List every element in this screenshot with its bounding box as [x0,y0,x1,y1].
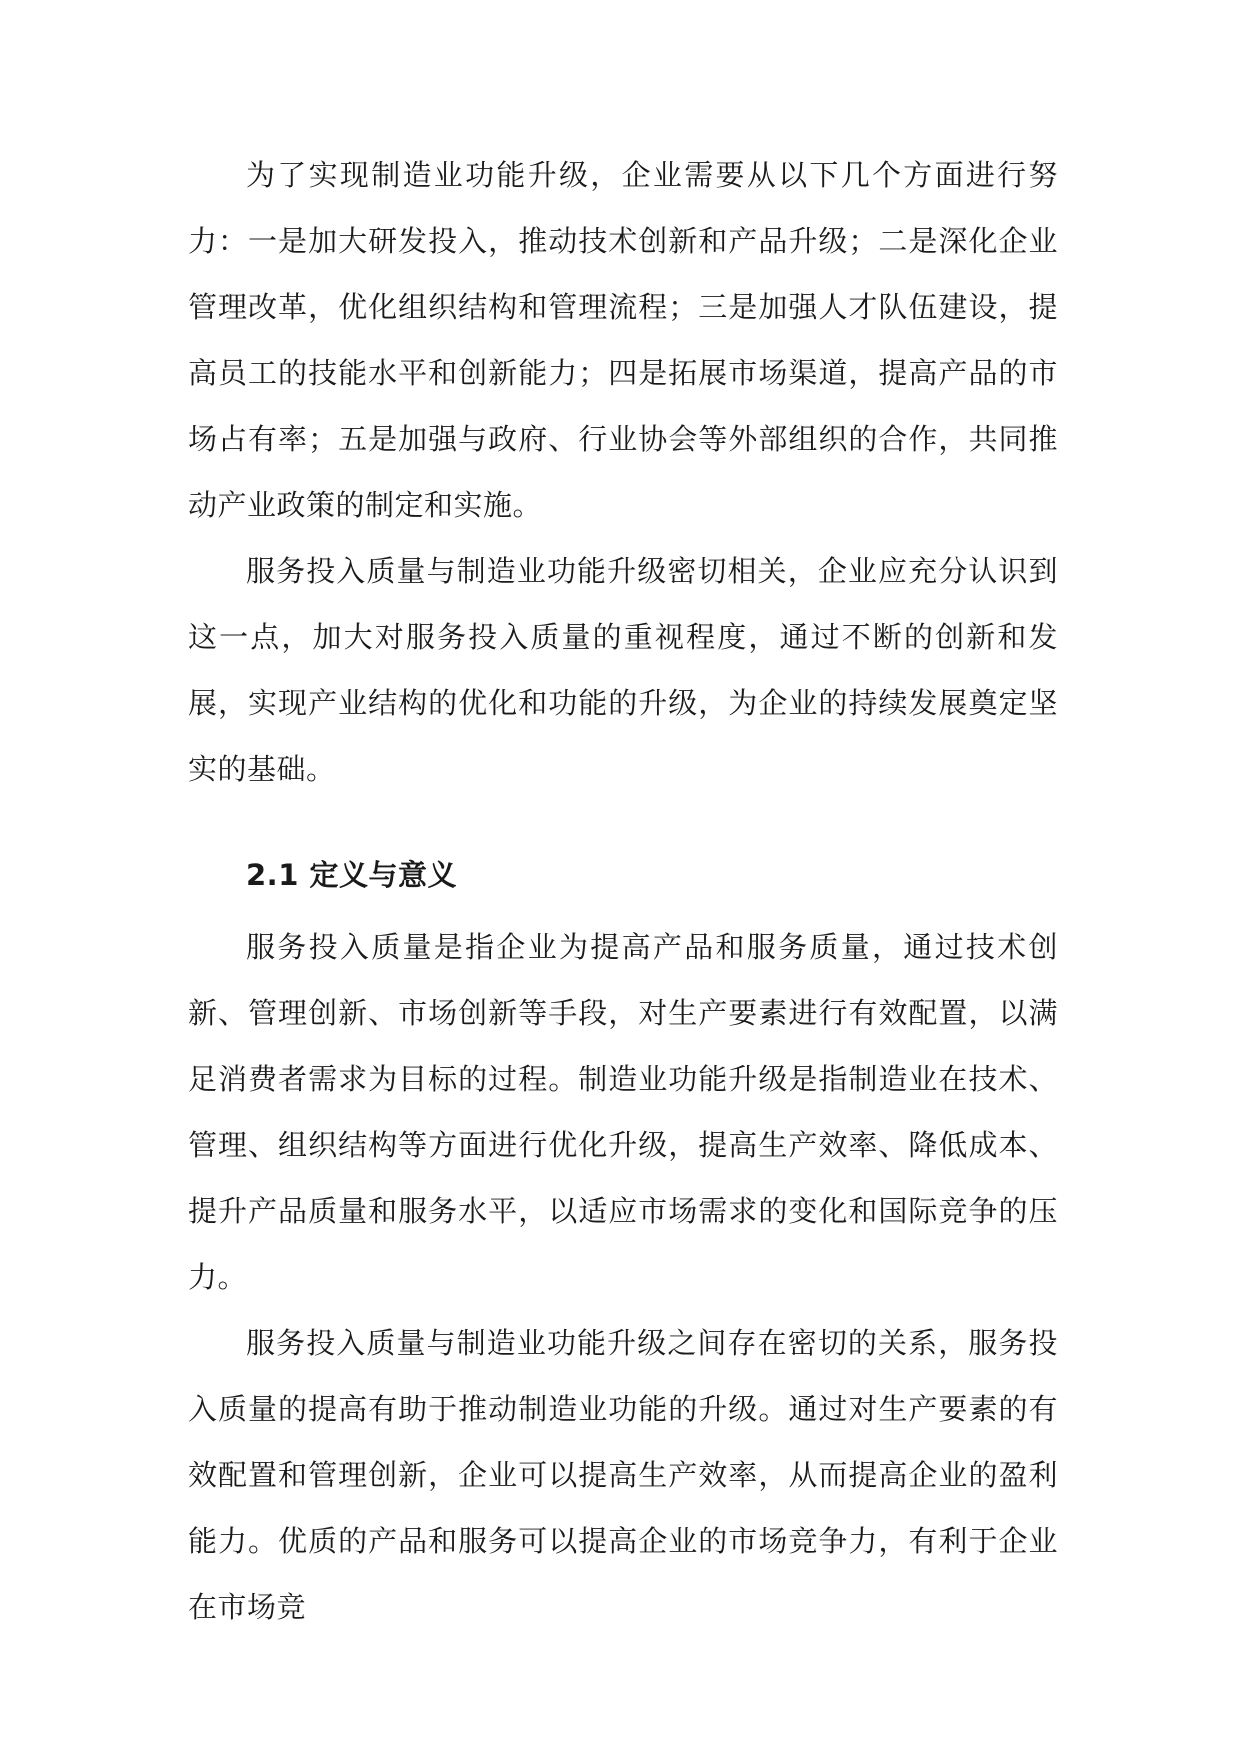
paragraph: 为了实现制造业功能升级，企业需要从以下几个方面进行努力：一是加大研发投入，推动技术创新和产品升级；二是深化企业管理改革，优化组织结构和管理流程；三是加强人才队伍建设，提高员工的技能水平和创新能力；四是拓展市场渠道，提高产品的市场占有率；五是加强与政府、行业协会等外部组织的合作，共同推动产业政策的制定和实施。 [188,158,1058,522]
paragraph: 服务投入质量与制造业功能升级密切相关，企业应充分认识到这一点，加大对服务投入质量的重视程度，通过不断的创新和发展，实现产业结构的优化和功能的升级，为企业的持续发展奠定坚实的基础。 [188,554,1058,786]
paragraph: 服务投入质量是指企业为提高产品和服务质量，通过技术创新、管理创新、市场创新等手段，对生产要素进行有效配置，以满足消费者需求为目标的过程。制造业功能升级是指制造业在技术、管理、组织结构等方面进行优化升级，提高生产效率、降低成本、提升产品质量和服务水平，以适应市场需求的变化和国际竞争的压力。 [188,930,1058,1294]
document-body [188,142,1058,1640]
paragraph: 服务投入质量与制造业功能升级之间存在密切的关系，服务投入质量的提高有助于推动制造业功能的升级。通过对生产要素的有效配置和管理创新，企业可以提高生产效率，从而提高企业的盈利能力。优质的产品和服务可以提高企业的市场竞争力，有利于企业在市场竞 [188,1326,1058,1624]
section-heading: 2.1 定义与意义 [246,858,457,892]
